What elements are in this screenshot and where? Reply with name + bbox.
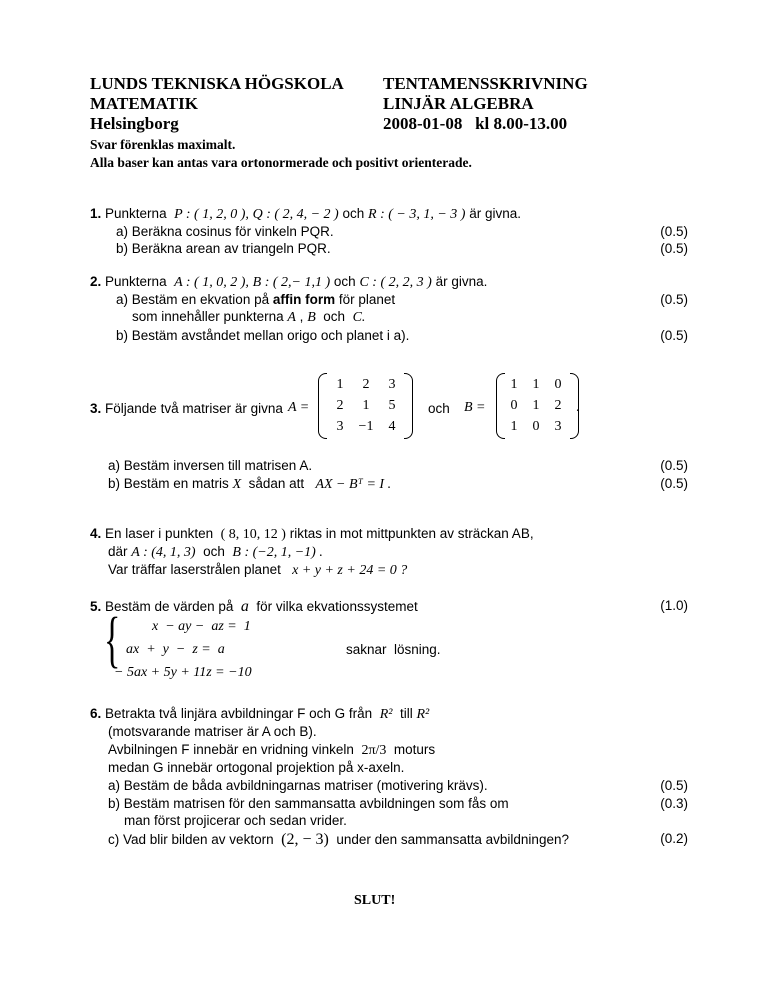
- matrix-cell: 1: [532, 377, 540, 392]
- question-6b-cont: man först projicerar och sedan vrider.: [124, 813, 347, 828]
- matrix-conjunction: och: [428, 401, 450, 416]
- matrix-cell: 2: [336, 398, 344, 413]
- question-1b: b) Beräkna arean av triangeln PQR.: [116, 241, 331, 256]
- matrix-cell: 3: [336, 419, 344, 434]
- question-number: 6.: [90, 706, 102, 721]
- points-3a: (0.5): [660, 458, 688, 473]
- points-6a: (0.5): [660, 778, 688, 793]
- no-solution-text: saknar lösning.: [346, 642, 441, 657]
- equation-1: x − ay − az = 1: [152, 619, 251, 634]
- campus: Helsingborg: [90, 114, 179, 133]
- matrix-cell: 1: [510, 419, 518, 434]
- points-1a: (0.5): [660, 224, 688, 239]
- point-c: C : ( 2, 2, 3 ): [359, 275, 432, 290]
- matrix-cell: 3: [554, 419, 562, 434]
- matrix-cell: 2: [362, 377, 370, 392]
- department: MATEMATIK: [90, 94, 198, 113]
- exam-type: TENTAMENSSKRIVNING: [383, 74, 588, 93]
- matrix-cell: 1: [532, 398, 540, 413]
- matrix-equation: AX − Bᵀ = I .: [315, 477, 392, 492]
- instruction-bases: Alla baser kan antas vara ortonormerade och positivt orienterade.: [90, 155, 472, 170]
- points-6b: (0.3): [660, 796, 688, 811]
- matrix-b-label: B =: [464, 400, 486, 415]
- equation-2: ax + y − z = a: [126, 642, 225, 657]
- matrix-a-label: A =: [288, 400, 310, 415]
- points-3b: (0.5): [660, 476, 688, 491]
- question-3a: a) Bestäm inversen till matrisen A.: [108, 458, 313, 473]
- rotation-angle: 2π/3: [361, 743, 387, 758]
- matrix-cell: 1: [362, 398, 370, 413]
- system-brace: {: [104, 606, 121, 674]
- question-number: 2.: [90, 274, 102, 289]
- point-r: R : ( − 3, 1, − 3 ): [368, 207, 466, 222]
- question-1a: a) Beräkna cosinus för vinkeln PQR.: [116, 224, 334, 239]
- matrix-cell: 3: [388, 377, 396, 392]
- point-a: A : ( 1, 0, 2 ),: [174, 275, 249, 290]
- matrix-cell: 2: [554, 398, 562, 413]
- points-2a: (0.5): [660, 292, 688, 307]
- question-2b: b) Bestäm avståndet mellan origo och planet i a).: [116, 328, 410, 343]
- university-name: LUNDS TEKNISKA HÖGSKOLA: [90, 74, 344, 93]
- points-5: (1.0): [660, 598, 688, 613]
- equation-3: − 5ax + 5y + 11z = −10: [114, 665, 252, 680]
- course-name: LINJÄR ALGEBRA: [383, 94, 534, 113]
- matrix-a: [318, 373, 414, 439]
- points-1b: (0.5): [660, 241, 688, 256]
- point-q: Q : ( 2, 4, − 2 ): [252, 207, 339, 222]
- header-right: [383, 74, 588, 134]
- matrix-cell: 5: [388, 398, 396, 413]
- matrix-cell: −1: [358, 419, 374, 434]
- end-marker: SLUT!: [354, 893, 396, 908]
- matrix-cell: 1: [336, 377, 344, 392]
- question-number: 1.: [90, 206, 102, 221]
- plane-equation: x + y + z + 24 = 0 ?: [292, 563, 408, 578]
- question-6b: b) Bestäm matrisen för den sammansatta avbildningen som fås om: [108, 796, 509, 811]
- vector: (2, − 3): [281, 831, 329, 848]
- instruction-simplify: Svar förenklas maximalt.: [90, 137, 236, 152]
- header-left: [90, 74, 344, 134]
- matrix-end-period: .: [576, 400, 580, 415]
- matrix-cell: 1: [510, 377, 518, 392]
- question-2a: a) Bestäm en ekvation på affin form för planet: [116, 292, 396, 307]
- point-b: B : ( 2,− 1,1 ): [252, 275, 331, 290]
- points-6c: (0.2): [660, 831, 688, 846]
- matrix-cell: 0: [532, 419, 540, 434]
- matrix-cell: 0: [510, 398, 518, 413]
- question-3b: b) Bestäm en matris X sådan att AX − Bᵀ = I .: [108, 476, 392, 492]
- exam-date: 2008-01-08 kl 8.00-13.00: [383, 114, 568, 133]
- question-6c: c) Vad blir bilden av vektorn (2, − 3) under den sammansatta avbildningen?: [108, 831, 569, 848]
- point-p: P : ( 1, 2, 0 ),: [174, 207, 249, 222]
- question-number: 5.: [90, 599, 102, 614]
- question-number: 4.: [90, 526, 102, 541]
- matrix-cell: 0: [554, 377, 562, 392]
- points-2b: (0.5): [660, 328, 688, 343]
- matrix-cell: 4: [388, 419, 396, 434]
- question-6a: a) Bestäm de båda avbildningarnas matriser (motivering krävs).: [108, 778, 488, 793]
- question-number: 3.: [90, 401, 102, 416]
- question-2a-cont: som innehåller punkterna A , B och C.: [132, 309, 366, 325]
